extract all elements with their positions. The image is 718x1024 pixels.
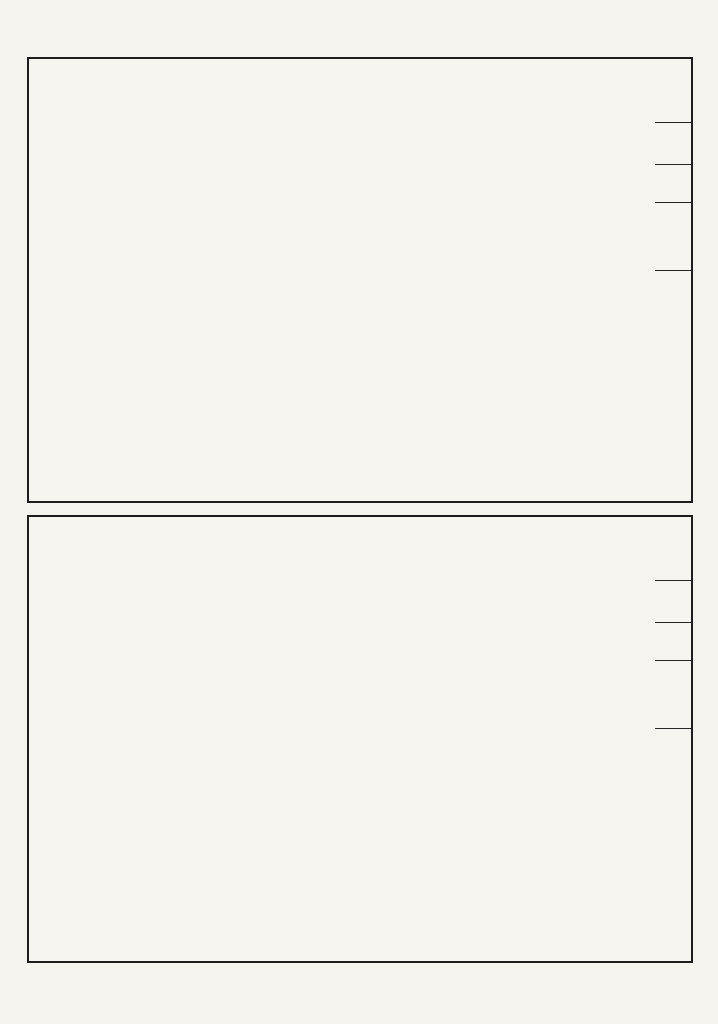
table-bottom bbox=[27, 515, 693, 963]
header-column-top bbox=[655, 59, 691, 501]
table-top bbox=[27, 57, 693, 503]
header-column-bottom bbox=[655, 517, 691, 961]
